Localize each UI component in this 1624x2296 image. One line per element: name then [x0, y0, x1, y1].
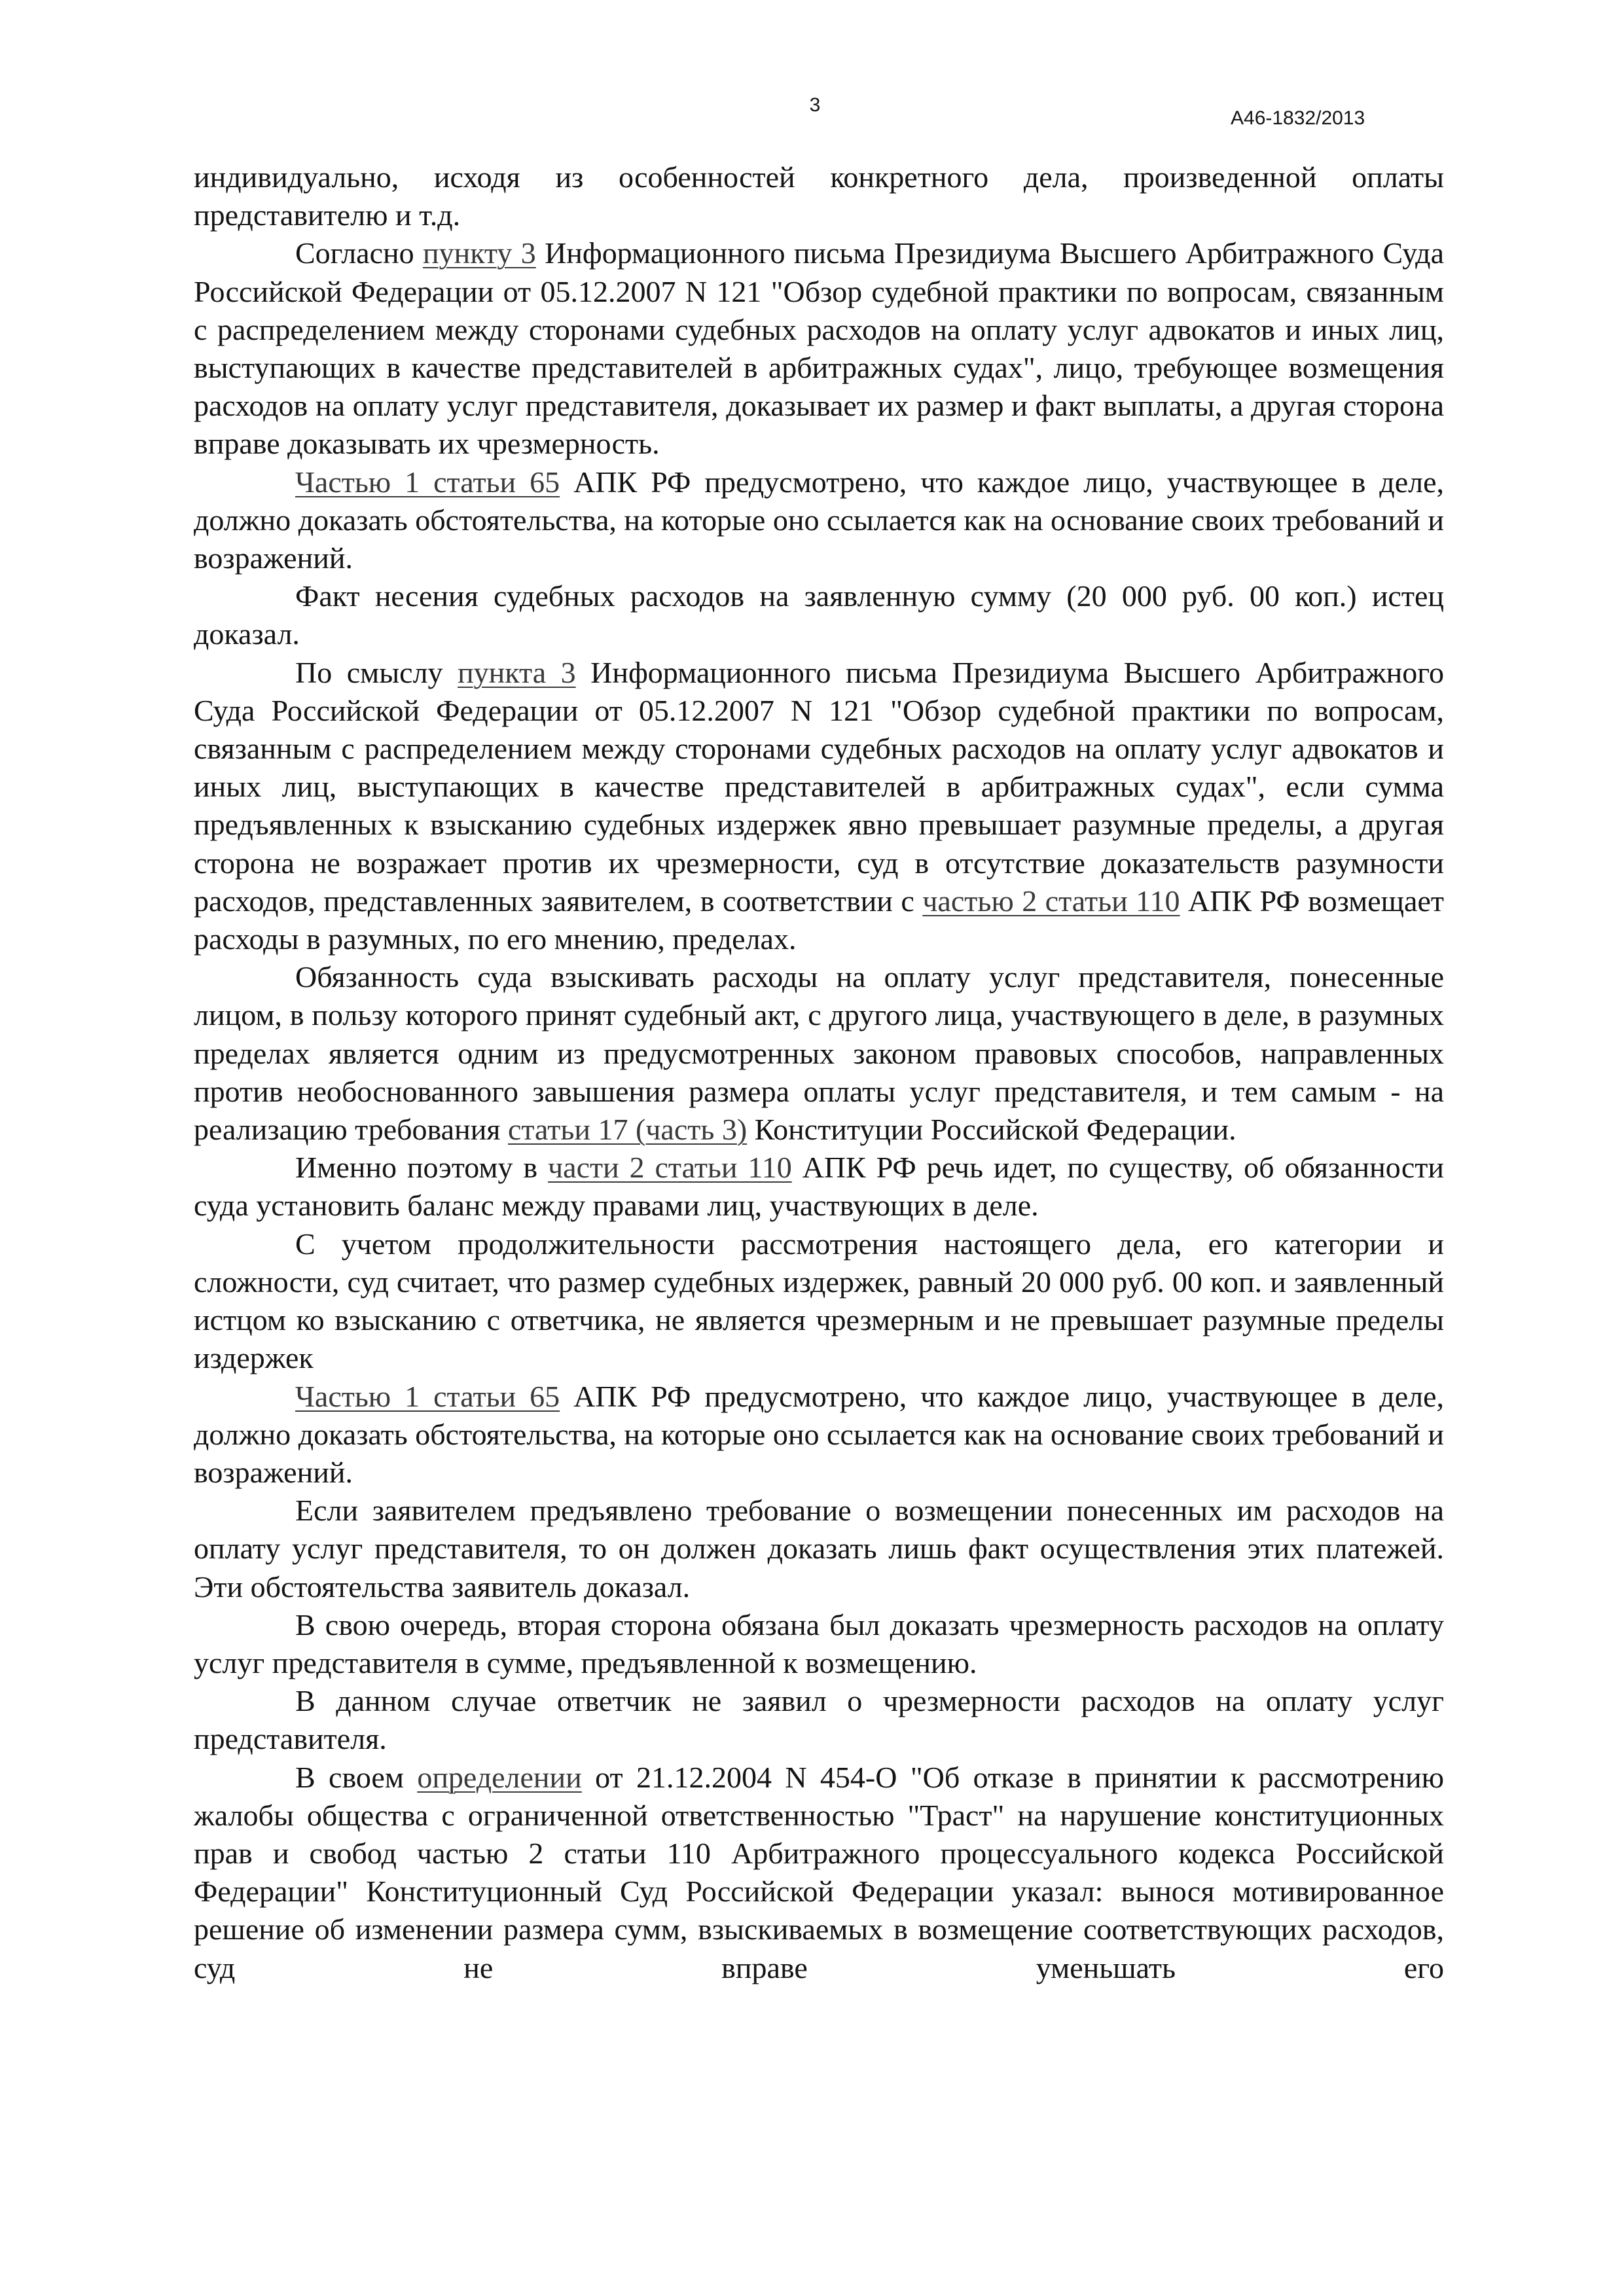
paragraph-7-text: АПК РФ речь идет, по существу, об обязанности суда установить баланс между правами лиц, участвующих в деле.	[194, 1151, 1444, 1223]
paragraph-12: В данном случае ответчик не заявил о чрезмерности расходов на оплату услуг представителя.	[194, 1684, 1444, 1756]
page-number: 3	[809, 94, 821, 116]
link-opredelenii[interactable]: определении	[417, 1760, 582, 1794]
paragraph-6-text: Конституции Российской Федерации.	[747, 1113, 1236, 1147]
paragraph-2-pre: Согласно	[295, 236, 423, 270]
paragraph-7	[194, 1149, 1444, 1225]
paragraph-13-pre: В своем	[295, 1760, 418, 1794]
link-chast-1-stati-65-second[interactable]: Частью 1 статьи 65	[295, 1379, 560, 1413]
link-stati-17[interactable]: статьи 17 (часть 3)	[507, 1113, 748, 1147]
paragraph-2-text: Информационного письма Президиума Высшего Арбитражного Суда Российской Федерации от 05.12.2007 N 121 "Обзор судебной практики по вопросам, связанным с распределением между сторонами судебных расходов на оплату услуг адвокатов и иных лиц, выступающих в качестве представителей в арбитражных судах", лицо, требующее возмещения расходов на оплату услуг представителя, доказывает их размер и факт выплаты, а другая сторона вправе доказывать их чрезмерность.	[194, 236, 1444, 461]
link-chast-2-stati-110[interactable]: частью 2 статьи 110	[922, 884, 1180, 918]
document-body	[194, 158, 1444, 1987]
paragraph-5-text: АПК РФ возмещает расходы в разумных, по его мнению, пределах.	[194, 884, 1444, 956]
paragraph-1: индивидуально, исходя из особенностей конкретного дела, произведенной оплаты представителю и т.д.	[194, 160, 1444, 232]
paragraph-13-text: от 21.12.2004 N 454-О "Об отказе в принятии к рассмотрению жалобы общества с ограниченной ответственностью "Траст" на нарушение конституционных прав и свобод частью 2 статьи 110 Арбитражного процессуального кодекса Российской Федерации" Конституционный Суд Российской Федерации указал: вынося мотивированное решение об изменении размера сумм, взыскиваемых в возмещение соответствующих расходов, суд не вправе уменьшать его	[194, 1760, 1444, 1984]
paragraph-11: В свою очередь, вторая сторона обязана был доказать чрезмерность расходов на оплату услуг представителя в сумме, предъявленной к возмещению.	[194, 1607, 1444, 1679]
paragraph-5-mid: Информационного письма Президиума Высшего Арбитражного Суда Российской Федерации от 05.12.2007 N 121 "Обзор судебной практики по вопросам, связанным с распределением между сторонами судебных расходов на оплату услуг адвокатов и иных лиц, выступающих в качестве представителей в арбитражных судах", если сумма предъявленных к взысканию судебных издержек явно превышает разумные пределы, а другая сторона не возражает против их чрезмерности, суд в отсутствие доказательств разумности расходов, представленных заявителем, в соответствии с	[194, 655, 1445, 918]
link-punkt-3[interactable]: пункту 3	[422, 236, 536, 270]
paragraph-5	[194, 654, 1444, 959]
paragraph-3-text: АПК РФ предусмотрено, что каждое лицо, участвующее в деле, должно доказать обстоятельства, на которые оно ссылается как на основание своих требований и возражений.	[194, 465, 1444, 575]
paragraph-7-pre: Именно поэтому в	[295, 1151, 549, 1185]
paragraph-9-text: АПК РФ предусмотрено, что каждое лицо, участвующее в деле, должно доказать обстоятельства, на которые оно ссылается как на основание своих требований и возражений.	[194, 1379, 1444, 1489]
paragraph-8: С учетом продолжительности рассмотрения настоящего дела, его категории и сложности, суд считает, что размер судебных издержек, равный 20 000 руб. 00 коп. и заявленный истцом ко взысканию с ответчика, не является чрезмерным и не превышает разумные пределы издержек	[194, 1227, 1444, 1375]
case-number: А46-1832/2013	[1231, 107, 1365, 129]
link-chast-1-stati-65[interactable]: Частью 1 статьи 65	[295, 465, 560, 499]
paragraph-9	[194, 1378, 1444, 1492]
paragraph-6	[194, 958, 1444, 1149]
paragraph-13	[194, 1759, 1444, 1987]
paragraph-2	[194, 234, 1444, 463]
link-punkta-3[interactable]: пункта 3	[458, 655, 576, 689]
link-chasti-2-stati-110[interactable]: части 2 статьи 110	[548, 1151, 792, 1185]
paragraph-4: Факт несения судебных расходов на заявленную сумму (20 000 руб. 00 коп.) истец доказал.	[194, 579, 1444, 651]
paragraph-10: Если заявителем предъявлено требование о возмещении понесенных им расходов на оплату услуг представителя, то он должен доказать лишь факт осуществления этих платежей. Эти обстоятельства заявитель доказал.	[194, 1494, 1444, 1604]
paragraph-3	[194, 463, 1444, 578]
paragraph-5-pre: По смыслу	[295, 655, 458, 689]
paragraph-6-pre: Обязанность суда взыскивать расходы на оплату услуг представителя, понесенные лицом, в пользу которого принят судебный акт, с другого лица, участвующего в деле, в разумных пределах является одним из предусмотренных законом правовых способов, направленных против необоснованного завышения размера оплаты услуг представителя, и тем самым - на реализацию требования	[194, 960, 1444, 1147]
